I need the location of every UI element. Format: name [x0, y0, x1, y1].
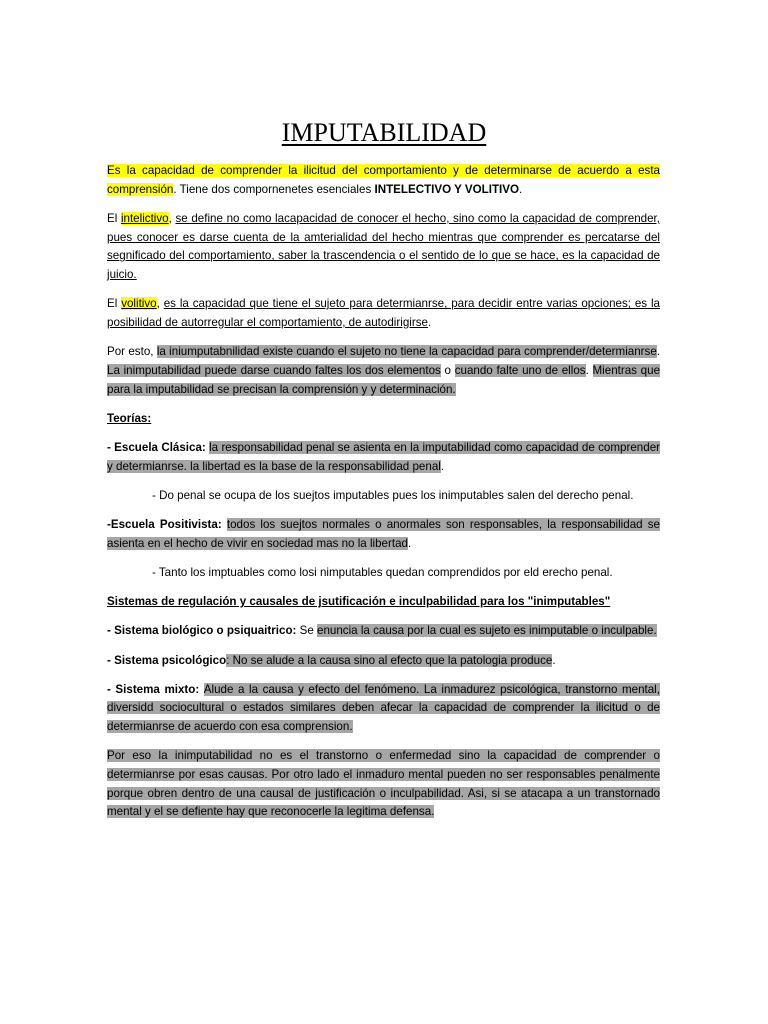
paragraph-sistema-biologico: - Sistema biológico o psiquaitrico: Se enuncia la causa por la cual es sujeto es inimputable o inculpable. [107, 624, 657, 638]
paragraph-sistema-mixto: - Sistema mixto: Alude a la causa y efecto del fenómeno. La inmadurez psicológica, transtorno mental, diversidd sociocultural o estados similares deben afecar la capacidad de comprender la ilicitud o de determianrse de acuerdo con esa comprension. [107, 682, 660, 734]
heading-sistemas: Sistemas de regulación y causales de jsutificación e inculpabilidad para los "inimputables" [107, 595, 611, 609]
paragraph-derecho-penal: - Do penal se ocupa de los suejtos imputables pues los inimputables salen del derecho penal. [152, 488, 634, 502]
paragraph-inimputabilidad: Por esto, la iniumputabnilidad existe cuando el sujeto no tiene la capacidad para comprender/determianrse. La inimputabilidad puede darse cuando faltes los dos elementos o cuando falte uno de ellos. Mientras que para la imputabilidad se precisan la comprensión y y determinación. [107, 345, 661, 396]
paragraph-conclusion: Por eso la inimputabilidad no es el transtorno o enfermedad sino la capacidad de comprender o determianrse por esas causas. Por otro lado el inmaduro mental pueden no ser responsables penalmente porque obren dentro de una causal de justificación o inculpabilidad. Asi, si se atacapa a un transtornado mental y el se defiente hay que reconocerle la legitima defensa. [107, 749, 660, 819]
paragraph-definition: Es la capacidad de comprender la ilicitud del comportamiento y de determinarse de acuerdo a esta comprensión. Tiene dos compornenetes esenciales INTELECTIVO Y VOLITIVO. [107, 164, 660, 196]
heading-teorias: Teorías: [107, 411, 152, 425]
paragraph-escuela-positivista: -Escuela Positivista: todos los suejtos normales o anormales son responsables, la responsabilidad se asienta en el hecho de vivir en sociedad mas no la libertad. [107, 518, 661, 550]
paragraph-volitivo: El volitivo, es la capacidad que tiene el sujeto para determianrse, para decidir entre varias opciones; es la posibilidad de autorregular el comportamiento, de autodirigirse. [107, 297, 660, 329]
paragraph-intelectivo: El intelictivo, se define no como lacapacidad de conocer el hecho, sino como la capacidad de comprender, pues conocer es darse cuenta de la amterialidad del hecho mientras que comprender es percatarse del segnificado del comportamiento, saber la trascendencia o el sentido de lo que se hace, es la capacidad de juicio. [107, 211, 661, 282]
page-title: IMPUTABILIDAD [281, 118, 487, 147]
paragraph-sistema-psicologico: - Sistema psicológico: No se alude a la causa sino al efecto que la patologia produce. [107, 653, 556, 667]
document-body [107, 162, 660, 833]
paragraph-escuela-clasica: - Escuela Clásica: la responsabilidad penal se asienta en la imputabilidad como capacidad de comprender y determianrse. la libertad es la base de la responsabilidad penal. [107, 440, 660, 473]
paragraph-imputables: - Tanto los imptuables como losi nimputables quedan comprendidos por eld erecho penal. [152, 565, 613, 579]
